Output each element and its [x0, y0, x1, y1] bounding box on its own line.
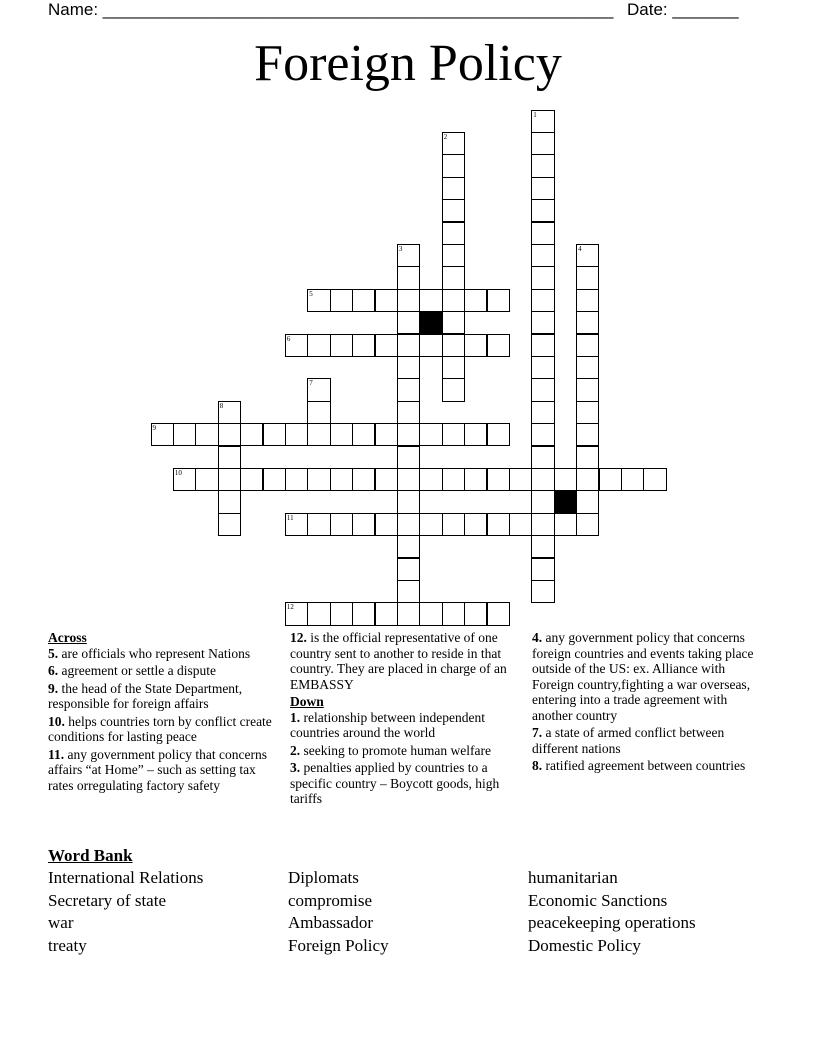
crossword-cell[interactable] — [487, 468, 510, 491]
clue-number: 10. — [48, 713, 65, 729]
clue-text: seeking to promote human welfare — [300, 742, 491, 758]
clue-number: 6. — [48, 663, 59, 678]
crossword-cell[interactable] — [240, 423, 263, 446]
crossword-cell[interactable] — [218, 513, 241, 536]
crossword-cell[interactable] — [531, 468, 554, 491]
clue-text: penalties applied by countries to a specific country – Boycott goods, high tariffs — [290, 760, 500, 806]
crossword-cell[interactable] — [442, 468, 465, 491]
crossword-cell[interactable] — [397, 423, 420, 446]
crossword-cell[interactable] — [442, 513, 465, 536]
clue-across-5 — [48, 646, 276, 662]
crossword-cell[interactable] — [397, 334, 420, 357]
crossword-cell[interactable] — [576, 378, 599, 401]
crossword-cell[interactable] — [352, 602, 375, 625]
crossword-cell[interactable] — [576, 266, 599, 289]
crossword-cell[interactable] — [375, 334, 398, 357]
crossword-cell[interactable] — [531, 513, 554, 536]
clue-across-11 — [48, 747, 276, 794]
clue-number-label: 3 — [398, 244, 403, 253]
crossword-cell[interactable] — [442, 602, 465, 625]
crossword-cell[interactable] — [397, 535, 420, 558]
crossword-cell[interactable] — [263, 423, 286, 446]
crossword-cell[interactable] — [397, 311, 420, 334]
crossword-cell[interactable] — [621, 468, 644, 491]
crossword-cell[interactable] — [375, 513, 398, 536]
crossword-cell[interactable] — [442, 154, 465, 177]
crossword-cell[interactable] — [419, 513, 442, 536]
crossword-cell[interactable] — [576, 334, 599, 357]
crossword-cell[interactable] — [531, 311, 554, 334]
crossword-cell[interactable] — [531, 266, 554, 289]
crossword-cell[interactable] — [307, 513, 330, 536]
crossword-cell[interactable] — [576, 311, 599, 334]
crossword-cell[interactable] — [375, 468, 398, 491]
crossword-cell[interactable] — [397, 558, 420, 581]
crossword-cell[interactable] — [397, 513, 420, 536]
clue-number: 5. — [48, 645, 59, 661]
clue-down-2 — [290, 743, 516, 759]
clue-text: a state of armed conflict between different nations — [532, 725, 725, 756]
clue-down-3 — [290, 760, 516, 807]
crossword-cell[interactable] — [531, 401, 554, 424]
across-heading: Across — [48, 630, 87, 645]
crossword-cell[interactable] — [397, 602, 420, 625]
crossword-cell[interactable] — [531, 535, 554, 558]
crossword-cell[interactable] — [330, 513, 353, 536]
crossword-cell[interactable] — [487, 423, 510, 446]
clue-number: 4. — [532, 630, 543, 645]
crossword-cell[interactable] — [375, 423, 398, 446]
word-bank-item: Foreign Policy — [288, 935, 389, 955]
clue-number-label: 2 — [443, 132, 448, 141]
crossword-cell[interactable] — [576, 401, 599, 424]
crossword-cell[interactable] — [576, 356, 599, 379]
clue-number: 3. — [290, 760, 301, 775]
clue-number-label: 6 — [286, 334, 291, 343]
clues-column-1 — [48, 630, 276, 795]
crossword-cell[interactable] — [531, 580, 554, 603]
crossword-cell[interactable] — [531, 132, 554, 155]
word-bank-item: war — [48, 913, 74, 932]
crossword-cell[interactable] — [307, 423, 330, 446]
crossword-cell[interactable] — [195, 423, 218, 446]
crossword-cell[interactable] — [531, 446, 554, 469]
down-heading: Down — [290, 694, 324, 709]
crossword-cell[interactable] — [352, 468, 375, 491]
clues-column-3 — [532, 630, 768, 776]
crossword-cell[interactable] — [173, 423, 196, 446]
name-field[interactable]: Name: ______________________________________________________ — [48, 0, 614, 19]
crossword-cell[interactable] — [442, 199, 465, 222]
crossword-cell[interactable] — [554, 468, 577, 491]
crossword-cell[interactable] — [576, 490, 599, 513]
word-bank-item: Economic Sanctions — [528, 890, 668, 910]
crossword-cell[interactable] — [442, 334, 465, 357]
crossword-cell[interactable] — [554, 513, 577, 536]
crossword-cell[interactable] — [397, 401, 420, 424]
crossword-cell[interactable] — [487, 334, 510, 357]
word-bank-column-1 — [48, 867, 203, 957]
word-bank-item: International Relations — [48, 868, 204, 887]
crossword-cell[interactable] — [599, 468, 622, 491]
crossword-cell[interactable] — [442, 423, 465, 446]
clue-down-8 — [532, 758, 768, 774]
crossword-cell[interactable] — [531, 222, 554, 245]
clue-down-4 — [532, 630, 768, 723]
crossword-cell[interactable] — [464, 423, 487, 446]
crossword-cell[interactable] — [285, 423, 308, 446]
crossword-cell[interactable] — [218, 468, 241, 491]
crossword-cell[interactable] — [487, 513, 510, 536]
crossword-cell[interactable] — [442, 244, 465, 267]
crossword-cell[interactable] — [531, 289, 554, 312]
crossword-cell[interactable] — [487, 289, 510, 312]
clue-text: helps countries torn by conflict create conditions for lasting peace — [48, 713, 272, 744]
crossword-cell[interactable] — [643, 468, 666, 491]
crossword-cell[interactable] — [330, 423, 353, 446]
word-bank-item: Diplomats — [288, 868, 359, 887]
crossword-cell[interactable] — [218, 490, 241, 513]
word-bank-item: Domestic Policy — [528, 935, 641, 955]
clue-number-label: 11 — [286, 513, 294, 522]
crossword-cell[interactable] — [576, 468, 599, 491]
crossword-cell[interactable] — [576, 513, 599, 536]
word-bank-item: humanitarian — [528, 868, 618, 887]
crossword-cell[interactable] — [509, 513, 532, 536]
clue-number-label: 12 — [286, 603, 294, 612]
crossword-cell[interactable] — [464, 468, 487, 491]
crossword-cell[interactable] — [509, 468, 532, 491]
clue-across-6 — [48, 663, 276, 679]
clue-number: 7. — [532, 725, 543, 740]
crossword-cell[interactable] — [352, 513, 375, 536]
crossword-cell[interactable] — [330, 602, 353, 625]
clue-number: 2. — [290, 742, 301, 758]
crossword-cell[interactable] — [218, 446, 241, 469]
clue-text: relationship between independent countries around the world — [290, 709, 485, 740]
crossword-cell[interactable] — [240, 468, 263, 491]
crossword-cell[interactable] — [352, 334, 375, 357]
crossword-cell[interactable] — [397, 490, 420, 513]
crossword-cell[interactable] — [330, 468, 353, 491]
crossword-cell[interactable] — [531, 199, 554, 222]
clue-across-9 — [48, 681, 276, 712]
crossword-cell[interactable] — [375, 602, 398, 625]
clue-text: agreement or settle a dispute — [58, 663, 216, 678]
clue-text: any government policy that concerns foreign countries and events taking place outside of the US: ex. Alliance with Foreign country,fighting a war overseas, entering into a trade agreement with another country — [532, 630, 754, 723]
clue-text: is the official representative of one country sent to another to reside in that country. They are placed in charge of an EMBASSY — [290, 630, 507, 692]
crossword-cell[interactable] — [531, 177, 554, 200]
word-bank-column-3 — [528, 867, 696, 957]
crossword-cell[interactable] — [531, 490, 554, 513]
crossword-cell[interactable] — [397, 289, 420, 312]
crossword-cell[interactable] — [307, 468, 330, 491]
crossword-cell[interactable] — [487, 602, 510, 625]
crossword-cell[interactable] — [397, 378, 420, 401]
crossword-cell[interactable] — [442, 266, 465, 289]
word-bank-title: Word Bank — [48, 846, 133, 865]
crossword-cell[interactable] — [464, 289, 487, 312]
clue-down-1 — [290, 710, 516, 741]
clue-number-label: 8 — [219, 401, 224, 410]
crossword-cell[interactable] — [307, 334, 330, 357]
crossword-cell[interactable] — [442, 177, 465, 200]
crossword-cell[interactable] — [464, 334, 487, 357]
crossword-cell[interactable] — [442, 356, 465, 379]
word-bank-item: compromise — [288, 890, 373, 910]
clue-number: 12. — [290, 630, 307, 645]
crossword-cell[interactable] — [375, 289, 398, 312]
crossword-cell[interactable] — [352, 423, 375, 446]
crossword-cell[interactable] — [464, 513, 487, 536]
crossword-cell[interactable] — [419, 289, 442, 312]
crossword-cell[interactable] — [531, 378, 554, 401]
crossword-cell[interactable] — [531, 244, 554, 267]
word-bank-item: Secretary of state — [48, 890, 166, 910]
crossword-cell[interactable] — [442, 222, 465, 245]
crossword-cell[interactable] — [531, 356, 554, 379]
clue-across-12 — [290, 630, 516, 692]
clue-down-7 — [532, 725, 768, 756]
clue-number: 9. — [48, 680, 59, 696]
crossword-cell[interactable] — [397, 266, 420, 289]
crossword-cell[interactable] — [307, 401, 330, 424]
crossword-cell[interactable] — [285, 468, 308, 491]
clue-text: the head of the State Department, responsible for foreign affairs — [48, 680, 243, 711]
word-bank-column-2 — [288, 867, 389, 957]
crossword-cell[interactable] — [195, 468, 218, 491]
clue-number-label: 1 — [533, 110, 537, 119]
crossword-cell[interactable] — [397, 468, 420, 491]
crossword-cell[interactable] — [531, 334, 554, 357]
clue-text: any government policy that concerns affairs “at Home” – such as setting tax rates orregulating factory safety — [48, 746, 267, 793]
clue-number-label: 5 — [309, 289, 313, 298]
crossword-cell[interactable] — [218, 423, 241, 446]
crossword-cell[interactable] — [531, 154, 554, 177]
clues-column-2 — [290, 630, 516, 809]
crossword-cell[interactable] — [419, 602, 442, 625]
date-field[interactable]: Date: _______ — [627, 0, 739, 19]
crossword-cell[interactable] — [576, 289, 599, 312]
crossword-cell[interactable] — [419, 468, 442, 491]
clue-number: 11. — [48, 746, 65, 762]
crossword-cell[interactable] — [419, 334, 442, 357]
crossword-cell[interactable] — [307, 602, 330, 625]
clue-number: 8. — [532, 758, 543, 773]
word-bank-item: treaty — [48, 935, 87, 955]
crossword-cell[interactable] — [397, 446, 420, 469]
crossword-cell[interactable] — [330, 334, 353, 357]
crossword-cell[interactable] — [576, 423, 599, 446]
word-bank-item: Ambassador — [288, 913, 373, 932]
crossword-cell[interactable] — [442, 311, 465, 334]
crossword-cell[interactable] — [531, 423, 554, 446]
crossword-cell[interactable] — [531, 558, 554, 581]
crossword-cell[interactable] — [576, 446, 599, 469]
clue-number: 1. — [290, 709, 301, 725]
crossword-cell[interactable] — [263, 468, 286, 491]
clue-text: are officials who represent Nations — [58, 645, 251, 661]
crossword-cell[interactable] — [397, 580, 420, 603]
clue-across-10 — [48, 714, 276, 745]
clue-text: ratified agreement between countries — [542, 758, 746, 773]
crossword-block — [554, 490, 577, 513]
crossword-cell[interactable] — [352, 289, 375, 312]
clue-number-label: 10 — [174, 468, 182, 477]
word-bank-item: peacekeeping operations — [528, 913, 696, 932]
clue-number-label: 4 — [578, 244, 582, 253]
crossword-cell[interactable] — [442, 289, 465, 312]
clue-number-label: 9 — [152, 424, 156, 433]
clue-number-label: 7 — [309, 379, 313, 388]
crossword-cell[interactable] — [330, 289, 353, 312]
crossword-cell[interactable] — [397, 356, 420, 379]
crossword-block — [419, 311, 442, 334]
page-title: Foreign Policy — [254, 35, 562, 92]
crossword-cell[interactable] — [419, 423, 442, 446]
crossword-cell[interactable] — [464, 602, 487, 625]
crossword-cell[interactable] — [442, 378, 465, 401]
